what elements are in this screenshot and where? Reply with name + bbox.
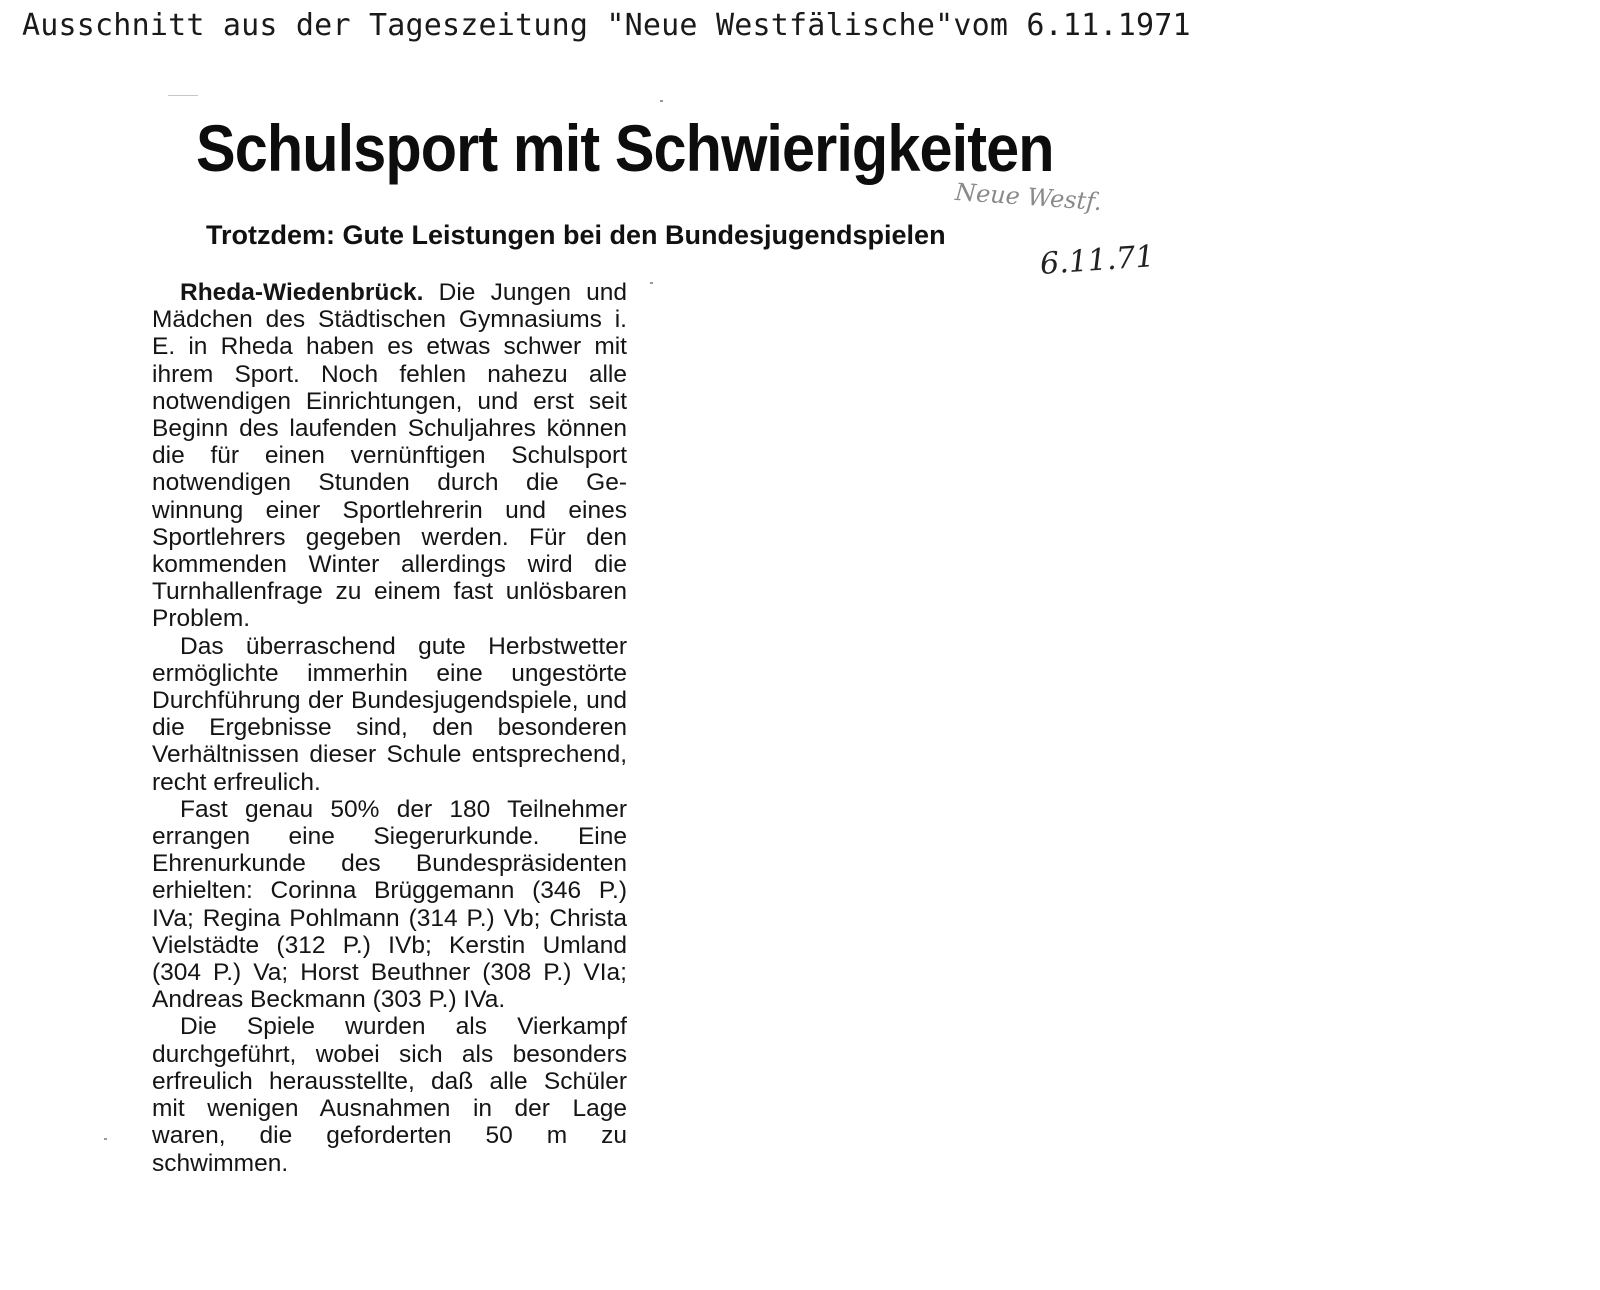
scan-mark bbox=[168, 95, 198, 96]
clipping-source-note: Ausschnitt aus der Tageszeitung "Neue Westfälische"vom 6.11.1971 bbox=[22, 8, 1191, 43]
article-body bbox=[152, 279, 627, 1177]
article-paragraph-1-text: Die Jungen und Mädchen des Städtischen Gymnasiums i. E. in Rheda haben es etwas schwer mit ihrem Sport. Noch fehlen nahezu alle notwendigen Einrichtungen, und erst seit Beginn des laufenden Schuljahres können die für einen vernünftigen Schulsport notwendigen Stunden durch die Gewinnung einer Sportlehrerin und eines Sportlehrers gegeben werden. Für den kommenden Winter allerdings wird die Turnhallenfrage zu einem fast unlösbaren Problem. bbox=[152, 279, 627, 633]
article-subheadline: Trotzdem: Gute Leistungen bei den Bundesjugendspielen bbox=[206, 220, 946, 250]
scan-speck bbox=[104, 1138, 107, 1140]
handwritten-source-note: Neue Westf. bbox=[954, 177, 1103, 217]
article-paragraph-1 bbox=[152, 279, 627, 633]
article-paragraph-4: Die Spiele wurden als Vierkampf durchgeführt, wobei sich als besonders erfreulich herausstellte, daß alle Schüler mit wenigen Ausnahmen in der Lage waren, die geforderten 50 m zu schwimmen. bbox=[152, 1013, 627, 1177]
handwritten-date: 6.11.71 bbox=[1038, 239, 1156, 282]
scan-speck bbox=[660, 100, 663, 102]
article-paragraph-2: Das überraschend gute Herbstwetter ermöglichte immerhin eine ungestörte Durchführung der Bundesjugendspiele, und die Ergebnisse sind, den besonderen Verhältnissen dieser Schule entsprechend, recht erfreulich. bbox=[152, 632, 627, 796]
article-paragraph-3: Fast genau 50% der 180 Teilnehmer errangen eine Siegerurkunde. Eine Ehrenurkunde des Bundespräsidenten erhielten: Corinna Brüggemann (346 P.) IVa; Regina Pohlmann (314 P.) Vb; Christa Vielstädte (312 P.) IVb; Kerstin Umland (304 P.) Va; Horst Beuthner (308 P.) VIa; Andreas Beckmann (303 P.) IVa. bbox=[152, 795, 627, 1014]
scan-speck bbox=[650, 282, 653, 284]
article-dateline: Rheda-Wiedenbrück. bbox=[180, 279, 424, 306]
article-headline: Schulsport mit Schwierigkeiten bbox=[196, 111, 1054, 185]
